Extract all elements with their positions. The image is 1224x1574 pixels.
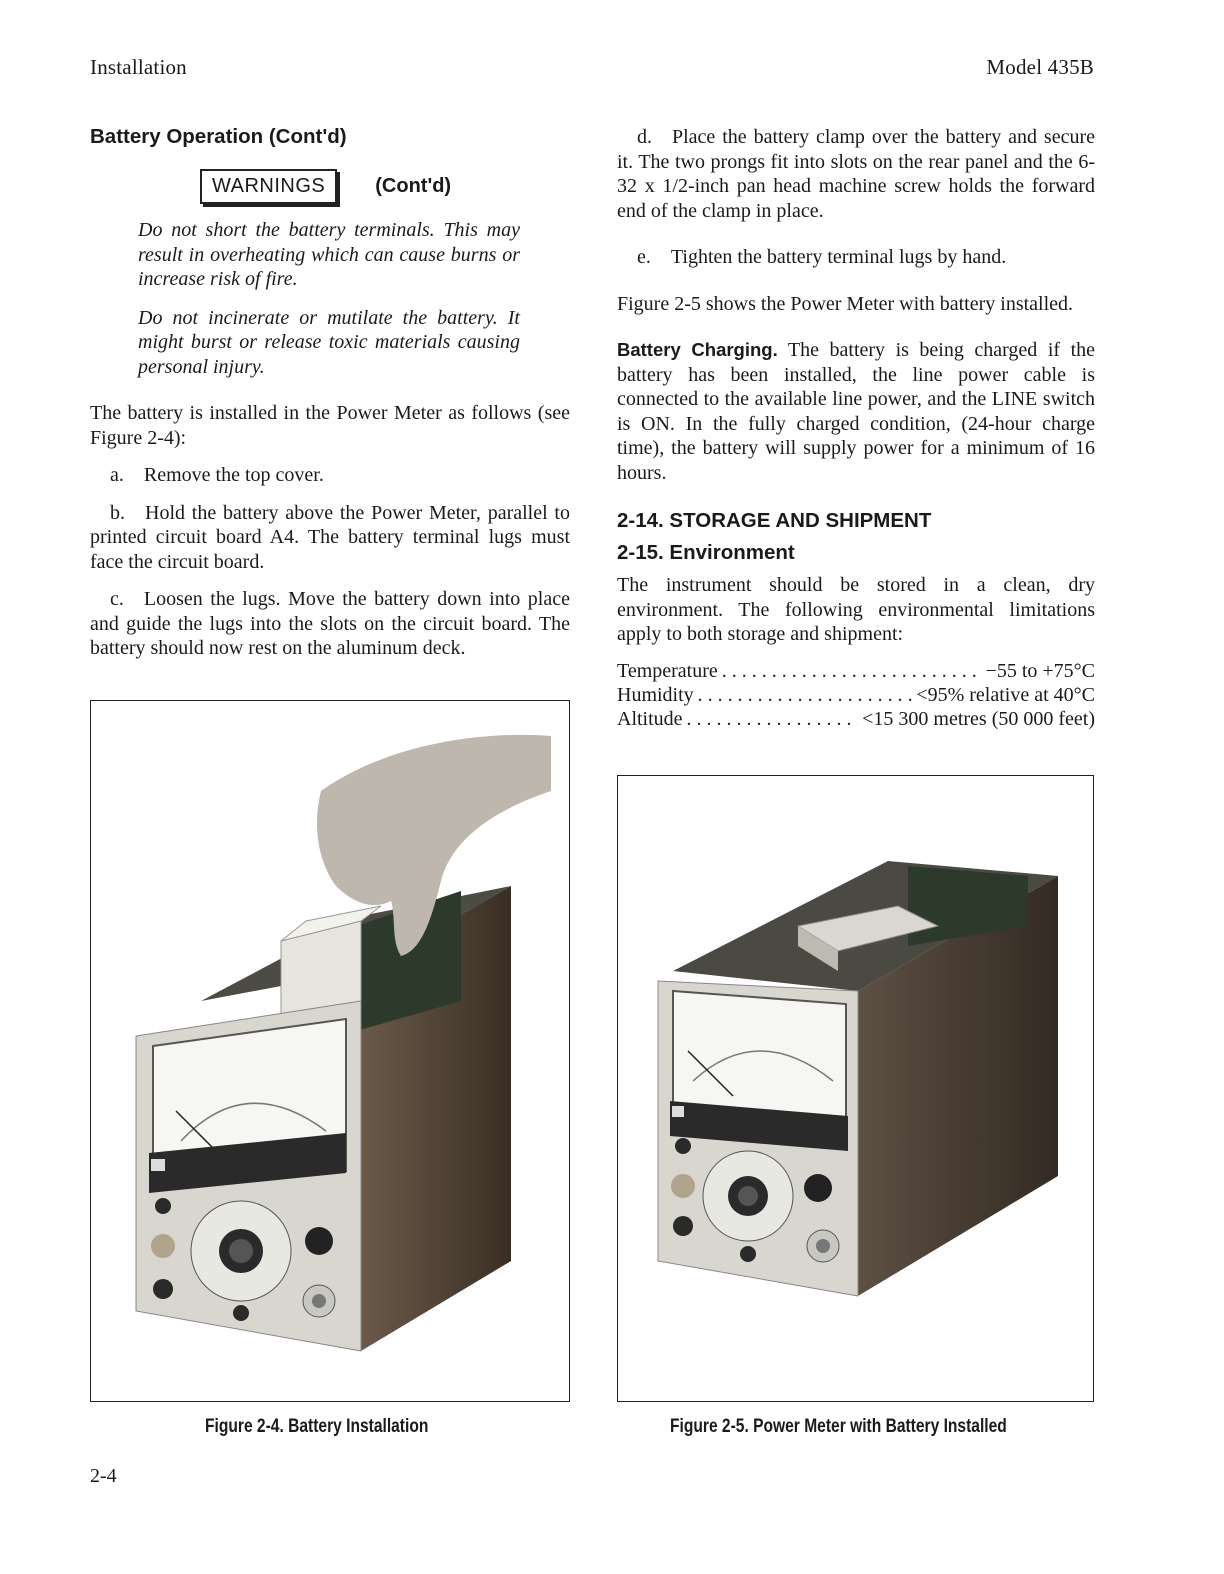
- environment-specs: [617, 659, 1095, 731]
- figure-2-4-photo: [90, 700, 570, 1402]
- section-title-battery-operation: Battery Operation (Cont'd): [90, 125, 347, 148]
- battery-charging-label: Battery Charging.: [617, 339, 778, 360]
- spec-row-humidity: [617, 683, 1095, 707]
- spec-value: −55 to +75°C: [985, 659, 1095, 682]
- section-2-15-title: 2-15. Environment: [617, 541, 795, 564]
- spec-label: Humidity: [617, 683, 694, 706]
- power-meter-battery-install-illustration: [91, 701, 569, 1401]
- step-c: c. Loosen the lugs. Move the battery down into place and guide the lugs into the slots on the circuit board. The battery should now rest on the aluminum deck.: [90, 588, 570, 659]
- install-intro: The battery is installed in the Power Meter as follows (see Figure 2-4):: [90, 402, 570, 449]
- running-header-right: Model 435B: [986, 55, 1094, 79]
- battery-charging-text: The battery is being charged if the battery has been installed, the line power cable is connected to the available line power, and the LINE switch is ON. In the fully charged condition, (24-hour charge time), the battery will supply power for a minimum of 16 hours.: [617, 339, 1095, 484]
- left-column: [90, 125, 570, 661]
- step-a: a. Remove the top cover.: [110, 464, 324, 486]
- warnings-contd: (Cont'd): [375, 175, 452, 197]
- figure-note: Figure 2-5 shows the Power Meter with battery installed.: [617, 292, 1074, 315]
- step-b: b. Hold the battery above the Power Meter, parallel to printed circuit board A4. The battery terminal lugs must face the circuit board.: [90, 501, 570, 573]
- spec-value: <15 300 metres (50 000 feet): [862, 707, 1095, 730]
- spec-row-altitude: [617, 707, 1095, 731]
- warning-short-terminals: Do not short the battery terminals. This may result in overheating which can cause burns or increase risk of fire.: [138, 219, 520, 290]
- warning-incinerate: Do not incinerate or mutilate the battery. It might burst or release toxic materials causing personal injury.: [138, 306, 520, 378]
- step-e: e. Tighten the battery terminal lugs by hand.: [637, 246, 1007, 268]
- spec-row-temperature: [617, 659, 1095, 683]
- figure-2-4-caption: Figure 2-4. Battery Installation: [205, 1416, 429, 1437]
- right-column: [617, 125, 1095, 731]
- page-number: 2-4: [90, 1465, 117, 1487]
- warnings-heading: [200, 169, 570, 204]
- running-header-left: Installation: [90, 55, 187, 79]
- warnings-body: [138, 218, 520, 379]
- spec-label: Temperature: [617, 659, 718, 682]
- environment-text: The instrument should be stored in a clean, dry environment. The following environmental limitations apply to both storage and shipment:: [617, 574, 1095, 645]
- spec-value: <95% relative at 40°C: [916, 683, 1095, 706]
- battery-charging-paragraph: [617, 338, 1095, 485]
- section-2-14-title: 2-14. STORAGE AND SHIPMENT: [617, 509, 932, 532]
- warnings-label: WARNINGS: [200, 169, 337, 204]
- step-d: d. Place the battery clamp over the battery and secure it. The two prongs fit into slots on the rear panel and the 6-32 x 1/2-inch pan head machine screw holds the forward end of the clamp in place.: [617, 126, 1095, 222]
- power-meter-battery-installed-illustration: [618, 776, 1093, 1401]
- spec-label: Altitude: [617, 707, 683, 730]
- figure-2-5-photo: [617, 775, 1094, 1402]
- figure-2-5-caption: Figure 2-5. Power Meter with Battery Installed: [670, 1416, 1007, 1437]
